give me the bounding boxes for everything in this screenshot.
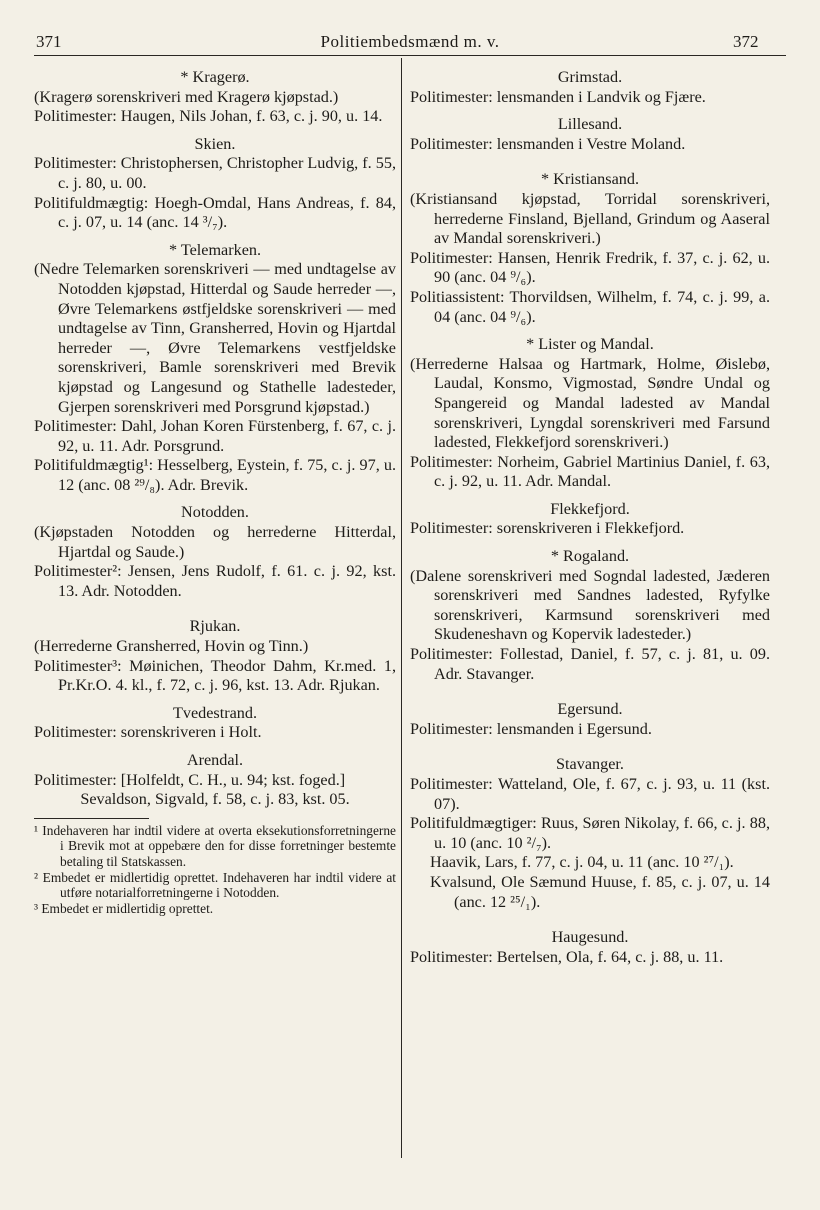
section-heading: Lillesand.: [557, 115, 623, 134]
entry-paragraph: (Herrederne Gransherred, Hovin og Tinn.): [34, 637, 309, 656]
left-column: [34, 68, 396, 916]
footnote: ¹ Indehaveren har indtil videre at overta eksekutionsforretningerne i Brevik mot at oppebære den for disse forretninger bestemte betaling til Statskassen.: [34, 822, 396, 869]
entry-paragraph: Politimester: sorenskriveren i Holt.: [34, 723, 262, 742]
footnote: ² Embedet er midlertidig oprettet. Indehaveren har indtil videre at utføre notarialforretningerne i Notodden.: [34, 869, 396, 901]
spacer: [34, 601, 396, 609]
section-heading: Skien.: [194, 134, 236, 153]
entry-paragraph: Politimester: lensmanden i Egersund.: [410, 719, 652, 738]
footnote-rule: [34, 818, 149, 819]
entry-paragraph: Politimester: Norheim, Gabriel Martinius Daniel, f. 63, c. j. 92, u. 11. Adr. Mandal.: [410, 452, 770, 491]
entry-indented: Kvalsund, Ole Sæmund Huuse, f. 85, c. j. 07, u. 14 (anc. 12 ²⁵/₁).: [430, 872, 770, 911]
entry-paragraph: Politimester: lensmanden i Vestre Moland.: [410, 134, 686, 153]
header-rule: [34, 55, 786, 56]
section-heading: Stavanger.: [556, 755, 624, 774]
entry-paragraph: (Kjøpstaden Notodden og herrederne Hitterdal, Hjartdal og Saude.): [34, 523, 396, 561]
section-heading: Flekkefjord.: [550, 499, 630, 518]
spacer: [410, 684, 770, 692]
entry-paragraph: Politifuldmægtig: Hoegh-Omdal, Hans Andreas, f. 84, c. j. 07, u. 14 (anc. 14 ³/₇).: [34, 193, 396, 232]
entry-paragraph: Politimester: Hansen, Henrik Fredrik, f. 37, c. j. 62, u. 90 (anc. 04 ⁹/₆).: [410, 248, 770, 287]
section-heading: * Kragerø.: [180, 68, 250, 86]
entry-paragraph: Politimester: Bertelsen, Ola, f. 64, c. j. 88, u. 11.: [410, 947, 724, 966]
section-heading: Arendal.: [186, 751, 244, 769]
entry-paragraph: Politimester: lensmanden i Landvik og Fjære.: [410, 87, 706, 106]
entry-paragraph: (Kristiansand kjøpstad, Torridal sorenskriveri, herrederne Finsland, Bjelland, Grindum og Aaseral av Mandal sorenskriveri.): [410, 189, 770, 248]
section-heading: Tvedestrand.: [172, 703, 258, 722]
entry-paragraph: Politimester: Follestad, Daniel, f. 57, c. j. 81, u. 09. Adr. Stavanger.: [410, 645, 770, 683]
entry-indented: Haavik, Lars, f. 77, c. j. 04, u. 11 (anc. 10 ²⁷/₁).: [430, 853, 734, 872]
section-heading: Rjukan.: [189, 617, 241, 636]
page-number-right: 372: [733, 32, 759, 51]
page-header: [0, 30, 820, 56]
page-number-left: 371: [36, 32, 62, 51]
entry-paragraph: Politimester: sorenskriveren i Flekkefjord.: [410, 519, 685, 538]
entry-paragraph: Politimester: Haugen, Nils Johan, f. 63, c. j. 90, u. 14.: [34, 107, 383, 126]
entry-paragraph: (Herrederne Halsaa og Hartmark, Holme, Øislebø, Laudal, Konsmo, Vigmostad, Søndre Undal og Spangereid og Mandal ladested av Mandal sorenskriveri, Lyngdal sorenskriveri med Farsund ladested, Flekkefjord sorenskriveri.): [410, 354, 770, 452]
spacer: [410, 912, 770, 920]
section-heading: * Rogaland.: [550, 547, 630, 566]
entry-paragraph: Politiassistent: Thorvildsen, Wilhelm, f. 74, c. j. 99, a. 04 (anc. 04 ⁹/₆).: [410, 287, 770, 326]
entry-paragraph: (Kragerø sorenskriveri med Kragerø kjøpstad.): [34, 87, 339, 106]
entry-paragraph: Politifuldmægtiger: Ruus, Søren Nikolay, f. 66, c. j. 88, u. 10 (anc. 10 ²/₇).: [410, 814, 770, 852]
section-heading: * Lister og Mandal.: [526, 335, 654, 354]
spacer: [410, 154, 770, 162]
entry-paragraph: Politimester²: Jensen, Jens Rudolf, f. 61. c. j. 92, kst. 13. Adr. Notodden.: [34, 562, 396, 600]
column-divider: [401, 58, 402, 1158]
entry-paragraph: Politimester³: Møinichen, Theodor Dahm, Kr.med. 1, Pr.Kr.O. 4. kl., f. 72, c. j. 96, kst. 13. Adr. Rjukan.: [34, 656, 396, 695]
section-heading: Notodden.: [181, 503, 249, 522]
section-heading: * Telemarken.: [168, 240, 262, 259]
running-title: Politiembedsmænd m. v.: [320, 32, 500, 51]
section-heading: Haugesund.: [551, 928, 629, 947]
right-column: [410, 68, 770, 967]
entry-paragraph: Politimester: Dahl, Johan Koren Fürstenberg, f. 67, c. j. 92, u. 11. Adr. Porsgrund.: [34, 417, 396, 455]
entry-paragraph: Politimester: Watteland, Ole, f. 67, c. j. 93, u. 11 (kst. 07).: [410, 775, 770, 813]
section-heading: Grimstad.: [557, 68, 623, 86]
spacer: [410, 739, 770, 747]
entry-paragraph: (Dalene sorenskriveri med Sogndal ladested, Jæderen sorenskriveri med Sandnes ladested, Ryfylke sorenskriveri, Karmsund sorenskriveri med Skudeneshavn og Kopervik ladesteder.): [410, 566, 770, 644]
entry-paragraph: Politimester: [Holfeldt, C. H., u. 94; kst. foged.]: [34, 770, 346, 789]
entry-paragraph: (Nedre Telemarken sorenskriveri — med undtagelse av Notodden kjøpstad, Hitterdal og Saude herreder —, Øvre Telemarkens østfjeldske sorenskriveri — med undtagelse av Tinn, Gransherred, Hovin og Hjartdal herreder —, Øvre Telemarkens vestfjeldske sorenskriveri, Bamle sorenskriveri med Brevik kjøpstad og Langesund og Stathelle ladesteder, Gjerpen sorenskriveri med Porsgrund kjøpstad.): [34, 260, 396, 416]
entry-paragraph: Politimester: Christophersen, Christopher Ludvig, f. 55, c. j. 80, u. 00.: [34, 154, 396, 192]
section-heading: * Kristiansand.: [540, 170, 639, 189]
section-heading: Egersund.: [557, 700, 623, 719]
entry-paragraph: Politifuldmægtig¹: Hesselberg, Eystein, f. 75, c. j. 97, u. 12 (anc. 08 ²⁹/₈). Adr. Brevik.: [34, 456, 396, 494]
footnote: ³ Embedet er midlertidig oprettet.: [34, 900, 214, 916]
entry-centered: Sevaldson, Sigvald, f. 58, c. j. 83, kst. 05.: [80, 790, 350, 809]
